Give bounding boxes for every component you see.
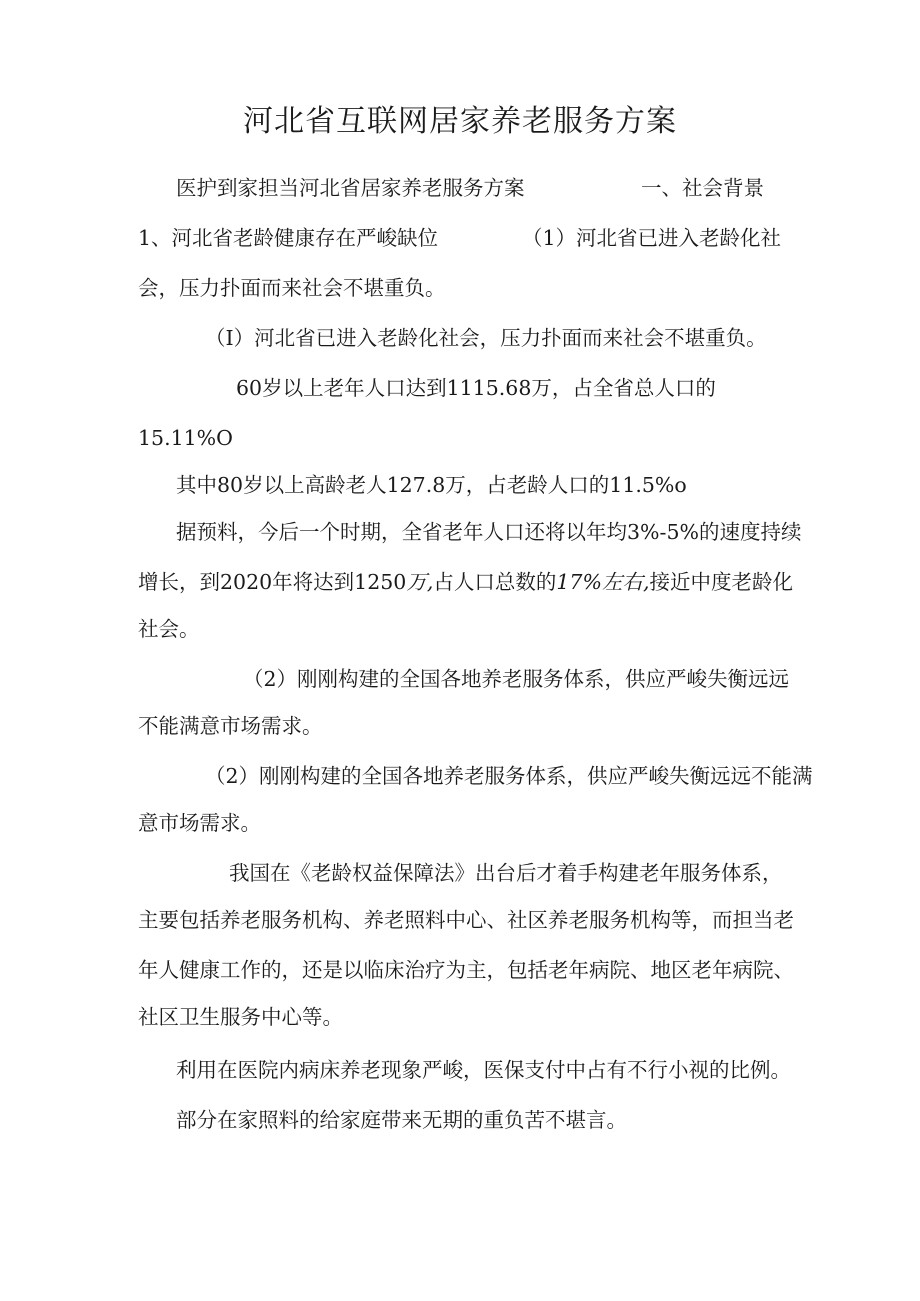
text-run-italic: 17% [556, 570, 602, 594]
text-run: 增长，到2020年将达到1250 [138, 570, 407, 594]
text-run-italic: 万, [406, 570, 434, 594]
section-heading: 一、社会背景 [641, 176, 764, 200]
text-run: 接近中度老龄化 [649, 570, 793, 594]
paragraph-line: 会，压力扑面而来社会不堪重负。 [138, 276, 446, 300]
paragraph-line: 社会。 [138, 617, 200, 641]
paragraph-line: 意市场需求。 [138, 811, 261, 835]
paragraph-line: 60岁以上老年人口达到1115.68万，占全省总人口的 [236, 376, 716, 400]
paragraph-line: 主要包括养老服务机构、养老照料中心、社区养老服务机构等，而担当老 [138, 908, 794, 932]
paragraph-line: 15.11%O [138, 426, 233, 450]
paragraph-line: （I）河北省已进入老龄化社会，压力扑面而来社会不堪重负。 [205, 326, 767, 350]
text-run: 占人口总数的 [433, 570, 557, 594]
text-run-italic: 左右, [601, 570, 650, 594]
subsection-heading: （2）刚刚构建的全国各地养老服务体系，供应严峻失衡远远 [243, 667, 790, 691]
paragraph-line: 据预料，今后一个时期，全省老年人口还将以年均3%-5%的速度持续 [176, 520, 802, 544]
paragraph-line: 部分在家照料的给家庭带来无期的重负苦不堪言。 [176, 1108, 627, 1132]
paragraph-line: 医护到家担当河北省居家养老服务方案 [176, 176, 525, 200]
paragraph-line: 社区卫生服务中心等。 [138, 1005, 343, 1029]
document-title: 河北省互联网居家养老服务方案 [243, 104, 677, 139]
paragraph-line [138, 567, 793, 597]
paragraph-line: 利用在医院内病床养老现象严峻，医保支付中占有不行小视的比例。 [176, 1058, 791, 1082]
paragraph-line: （1）河北省已进入老龄化社 [522, 226, 782, 250]
paragraph-line: 我国在《老龄权益保障法》出台后才着手构建老年服务体系， [229, 861, 783, 885]
paragraph-line: 年人健康工作的，还是以临床治疗为主，包括老年病院、地区老年病院、 [138, 958, 794, 982]
subsection-heading: 1、河北省老龄健康存在严峻缺位 [138, 226, 439, 250]
paragraph-line: （2）刚刚构建的全国各地养老服务体系，供应严峻失衡远远不能满 [205, 764, 813, 788]
paragraph-line: 不能满意市场需求。 [138, 714, 323, 738]
paragraph-line: 其中80岁以上高龄老人127.8万，占老龄人口的11.5%o [176, 473, 687, 497]
